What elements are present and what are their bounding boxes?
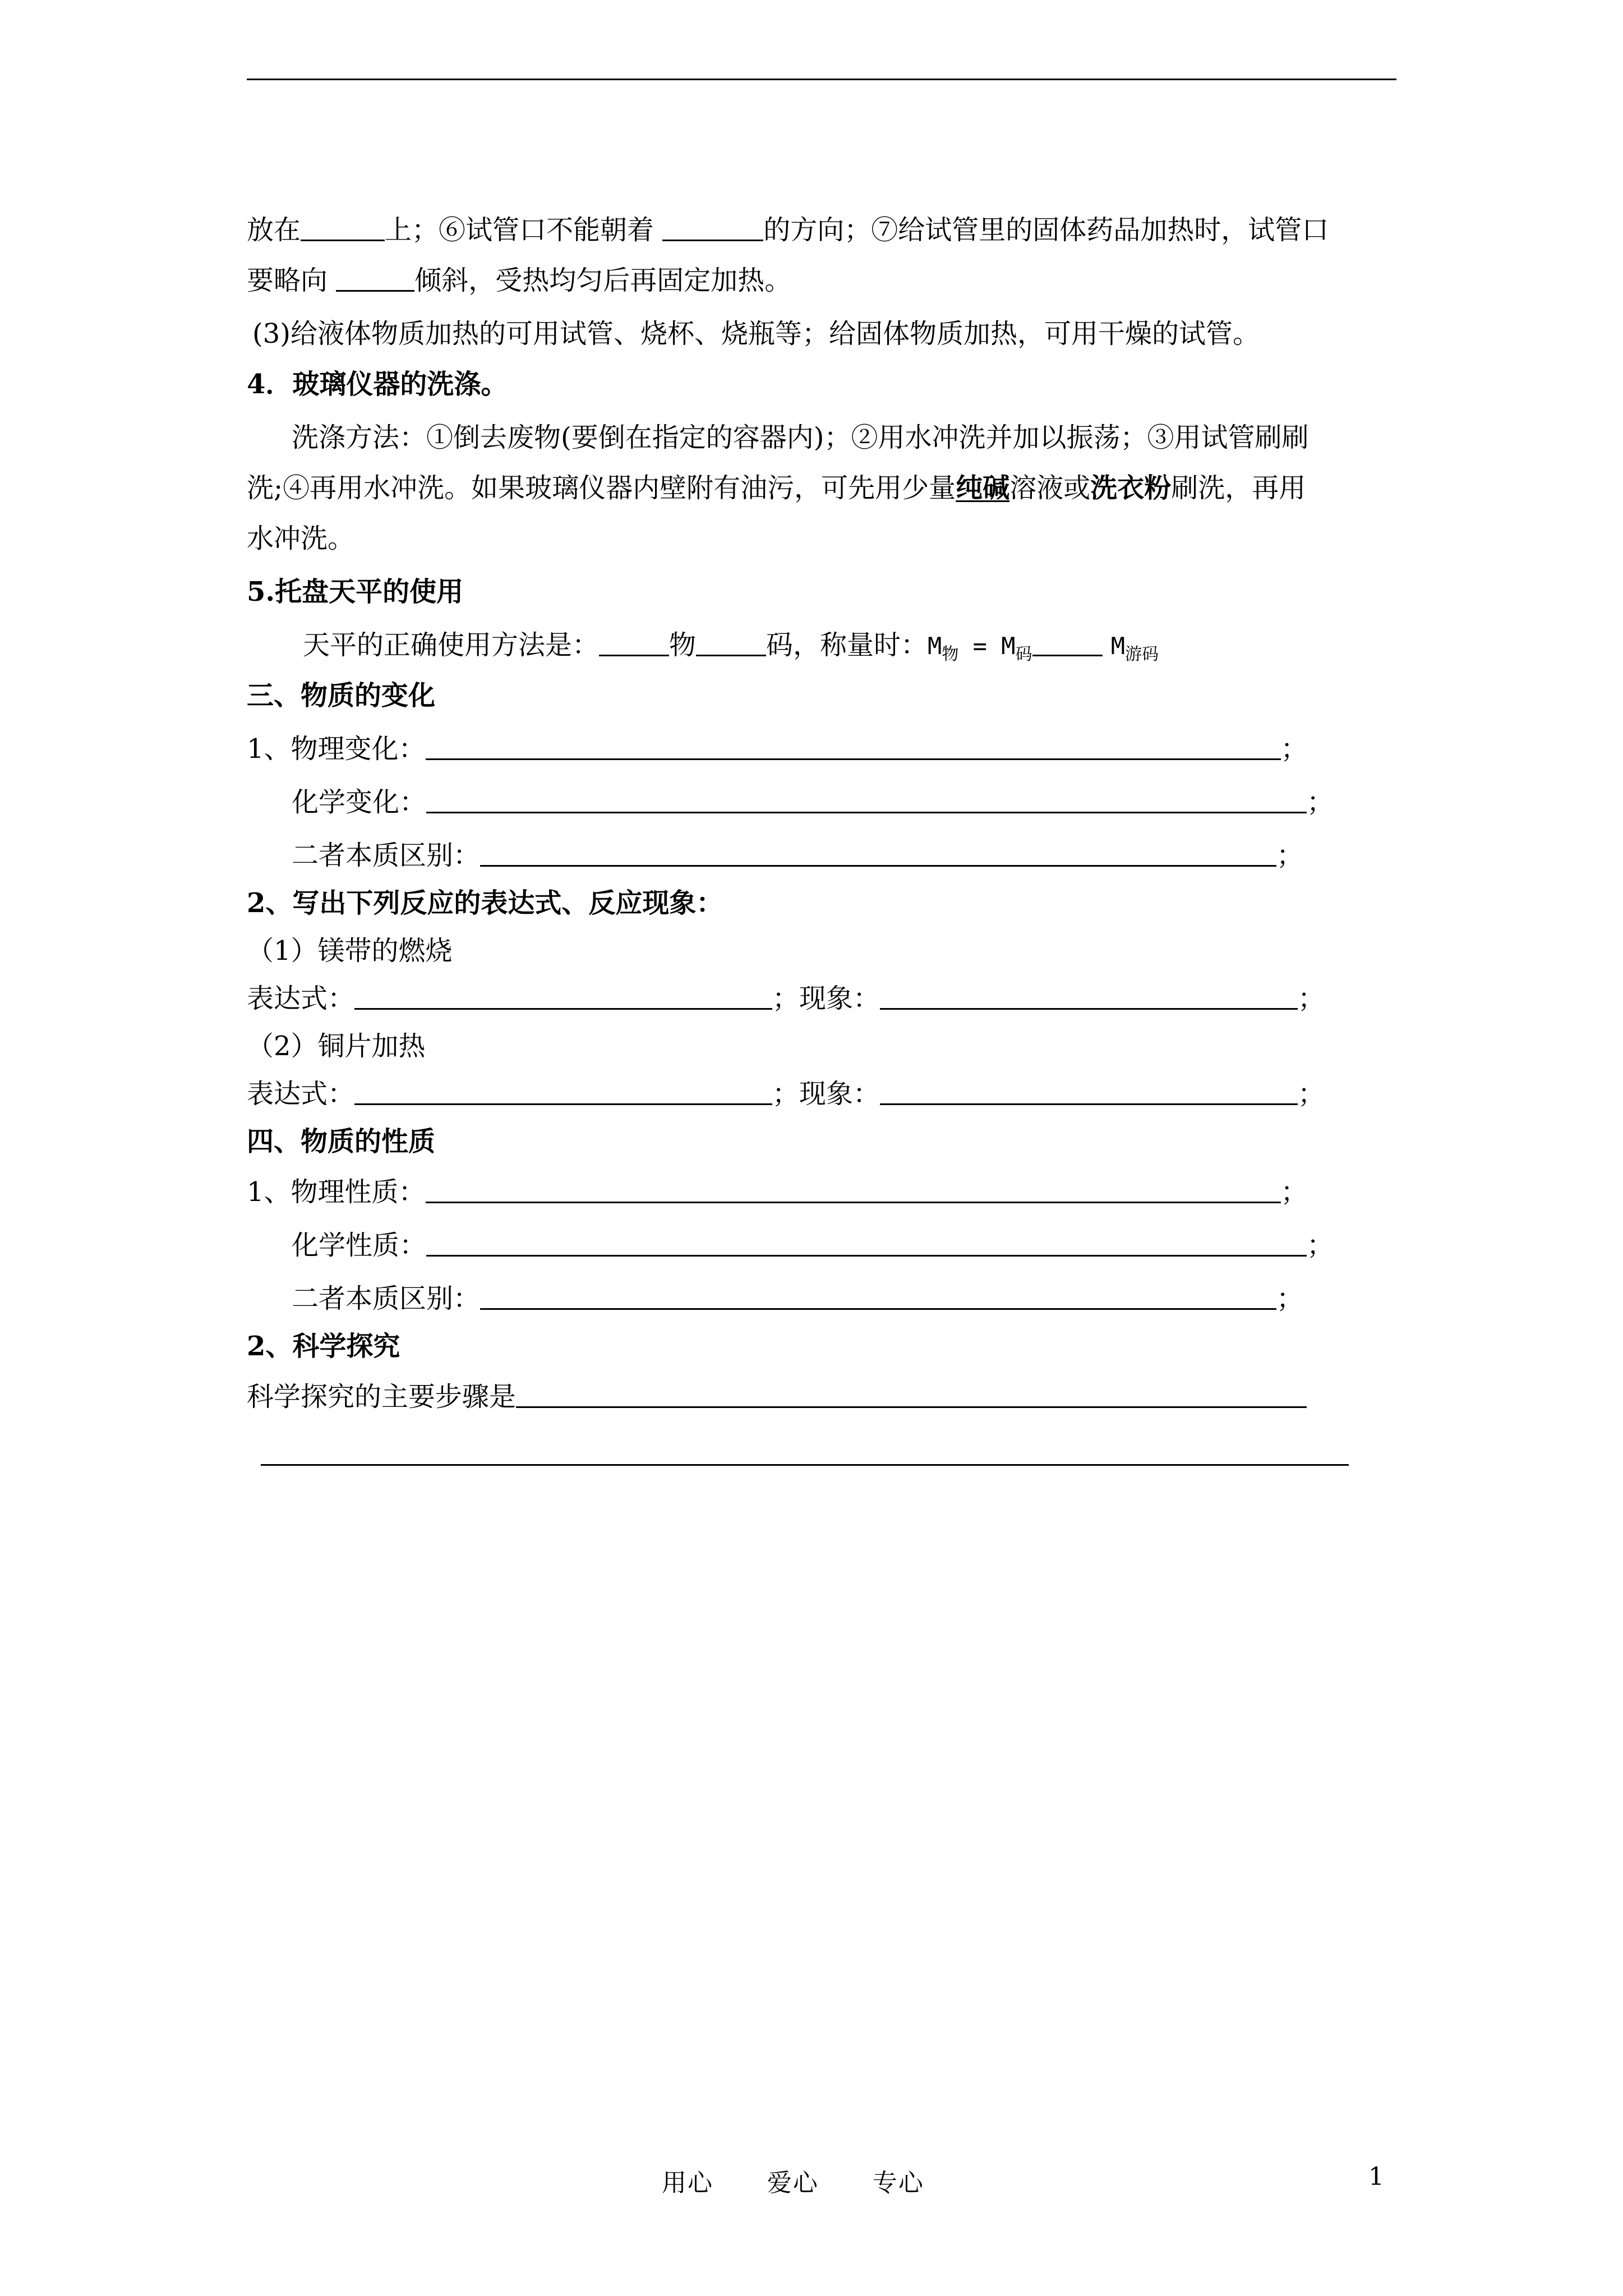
- answer-blank[interactable]: [336, 265, 414, 292]
- answer-blank[interactable]: [1032, 630, 1103, 656]
- expression-blank[interactable]: [354, 1079, 772, 1105]
- answer-blank[interactable]: [426, 1177, 1281, 1203]
- physical-property-row: 1、物理性质： ；: [247, 1176, 1308, 1208]
- phenomenon-blank[interactable]: [880, 1079, 1298, 1105]
- physical-change-row: 1、物理变化： ；: [247, 733, 1308, 765]
- part4-heading: 四、物质的性质: [247, 1126, 436, 1157]
- answer-blank[interactable]: [599, 630, 669, 656]
- phenomenon-blank[interactable]: [880, 983, 1298, 1010]
- heating-line-1: 放在 上；⑥试管口不能朝着 的方向；⑦给试管里的固体药品加热时，试管口: [247, 214, 1329, 246]
- balance-line: 天平的正确使用方法是： 物 码，称量时：$M_物 = M_码$ $M_{游码}$: [303, 629, 1159, 664]
- page-number: 1: [1368, 2162, 1384, 2191]
- answer-blank[interactable]: [480, 1283, 1276, 1310]
- reactions-heading: 2、写出下列反应的表达式、反应现象：: [247, 887, 723, 919]
- chemical-property-row: 化学性质： ；: [292, 1230, 1334, 1261]
- heating-line-3: (3)给液体物质加热的可用试管、烧杯、烧瓶等；给固体物质加热，可用干燥的试管。: [252, 318, 1260, 349]
- part3-heading: 三、物质的变化: [247, 680, 436, 711]
- property-difference-row: 二者本质区别： ；: [292, 1283, 1304, 1314]
- keyword-soda: 纯碱: [956, 472, 1010, 504]
- answer-blank[interactable]: [662, 215, 763, 241]
- answer-blank[interactable]: [426, 787, 1307, 813]
- footer-slogan: 用心 爱心 专心: [662, 2169, 924, 2197]
- answer-blank[interactable]: [480, 840, 1276, 867]
- heating-line-2: 要略向 倾斜，受热均匀后再固定加热。: [247, 265, 792, 296]
- washing-line-1: 洗涤方法：①倒去废物(要倒在指定的容器内)；②用水冲洗并加以振荡；③用试管刷刷: [292, 422, 1309, 453]
- inquiry-heading: 2、科学探究: [247, 1331, 400, 1362]
- section-heading-glass-washing: 4．玻璃仪器的洗涤。: [247, 369, 508, 400]
- washing-line-2: 洗;④再用水冲洗。如果玻璃仪器内壁附有油污，可先用少量纯碱溶液或洗衣粉刷洗，再用: [247, 472, 1306, 504]
- section-heading-balance: 5.托盘天平的使用: [247, 576, 464, 608]
- header-rule: [247, 79, 1396, 80]
- reaction-2-title: （2）铜片加热: [247, 1030, 426, 1062]
- chemical-change-row: 化学变化： ；: [292, 786, 1334, 818]
- reaction-2-row: 表达式： ；现象： ；: [247, 1078, 1325, 1110]
- answer-blank[interactable]: [696, 630, 766, 656]
- reaction-1-row: 表达式： ；现象： ；: [247, 983, 1325, 1014]
- inquiry-steps-row: 科学探究的主要步骤是: [247, 1380, 1387, 1414]
- answer-blank[interactable]: [426, 1230, 1307, 1257]
- inquiry-answer-line[interactable]: [261, 1464, 1349, 1466]
- expression-blank[interactable]: [354, 983, 772, 1010]
- keyword-washing-powder: 洗衣粉: [1090, 472, 1172, 504]
- answer-blank[interactable]: [516, 1382, 1307, 1408]
- reaction-1-title: （1）镁带的燃烧: [247, 935, 453, 967]
- answer-blank[interactable]: [301, 215, 385, 241]
- washing-line-3: 水冲洗。: [247, 523, 355, 554]
- essential-difference-row: 二者本质区别： ；: [292, 840, 1304, 871]
- answer-blank[interactable]: [426, 734, 1281, 760]
